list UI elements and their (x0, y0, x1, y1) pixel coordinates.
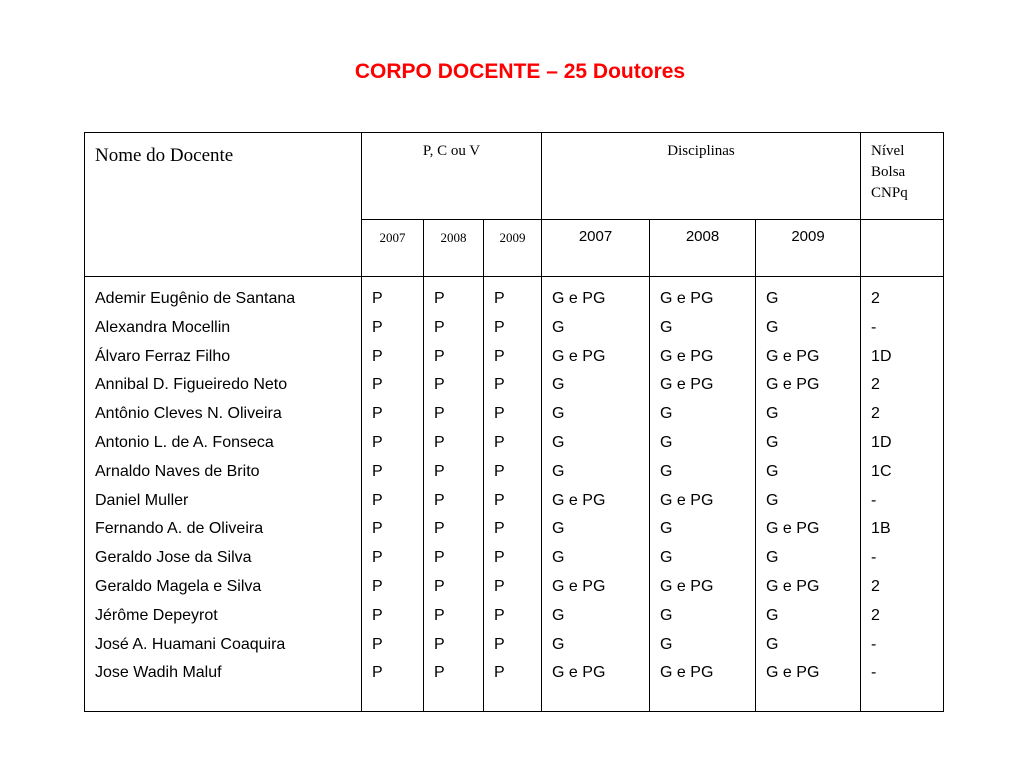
table-cell: Antonio L. de A. Fonseca (95, 433, 274, 451)
table-cell: - (871, 664, 877, 682)
table-cell: P (434, 318, 445, 336)
table-cell: G e PG (552, 577, 606, 595)
header-nivel-line: CNPq (871, 185, 908, 201)
table-cell: 1C (871, 462, 892, 480)
table-cell: P (434, 491, 445, 509)
table-cell: G (766, 549, 779, 567)
table-cell: P (434, 433, 445, 451)
table-cell: P (372, 635, 383, 653)
table-cell: Alexandra Mocellin (95, 318, 231, 336)
table-cell: P (372, 520, 383, 538)
table-cell: G e PG (552, 290, 606, 307)
col-nivel (861, 277, 944, 712)
table-cell: G (552, 405, 565, 423)
table-cell: P (494, 577, 505, 595)
table-cell: - (871, 549, 877, 567)
table-cell: P (434, 635, 445, 653)
table-cell: P (494, 376, 505, 394)
pcv-year-2007: 2007 (362, 220, 424, 277)
table-cell: P (434, 520, 445, 538)
table-cell: G (660, 606, 673, 624)
table-cell: 2 (871, 606, 880, 624)
table-cell: Jose Wadih Maluf (95, 664, 222, 682)
col-disc-2009 (756, 277, 861, 712)
table-cell: P (372, 606, 383, 624)
table-cell: P (372, 376, 383, 394)
table-cell: G (552, 433, 565, 451)
table-cell: 1B (871, 520, 891, 538)
table-cell: 2 (871, 376, 880, 394)
pcv-year-2008: 2008 (424, 220, 484, 277)
table-cell: - (871, 635, 877, 653)
table-cell: P (434, 376, 445, 394)
table-cell: G (766, 318, 779, 336)
col-pcv-2008 (424, 277, 484, 712)
table-cell: G e PG (552, 347, 606, 365)
table-cell: G e PG (660, 491, 714, 509)
table-cell: G (660, 318, 673, 336)
table-cell: P (494, 318, 505, 336)
table-cell: P (434, 664, 445, 682)
table-cell: G (766, 405, 779, 423)
table-cell: 1D (871, 433, 892, 451)
table-cell: P (434, 549, 445, 567)
table-cell: - (871, 491, 877, 509)
table-cell: Álvaro Ferraz Filho (95, 347, 231, 365)
col-name (85, 277, 362, 712)
table-cell: P (372, 290, 383, 307)
table-cell: G (660, 405, 673, 423)
table-cell: G e PG (660, 347, 714, 365)
table-cell: P (434, 290, 445, 307)
col-disc-2008 (650, 277, 756, 712)
table-cell: G (552, 635, 565, 653)
table-cell: 2 (871, 577, 880, 595)
col-pcv-2009 (484, 277, 542, 712)
header-nivel-line: Bolsa (871, 164, 906, 180)
table-cell: G e PG (552, 664, 606, 682)
table-cell: Geraldo Magela e Silva (95, 577, 262, 595)
table-cell: P (434, 405, 445, 423)
table-cell: P (494, 520, 505, 538)
table-cell: Jérôme Depeyrot (95, 606, 218, 624)
table-cell: Annibal D. Figueiredo Neto (95, 376, 288, 394)
table-cell: G (660, 549, 673, 567)
nivel-year-empty (861, 220, 944, 277)
table-cell: Daniel Muller (95, 491, 189, 509)
table-cell: P (434, 606, 445, 624)
table-cell: P (372, 433, 383, 451)
disc-year-2009: 2009 (756, 220, 861, 277)
table-cell: Fernando A. de Oliveira (95, 520, 264, 538)
table-cell: G (660, 635, 673, 653)
header-disciplinas: Disciplinas (542, 133, 861, 220)
table-cell: P (434, 347, 445, 365)
table-cell: G e PG (660, 376, 714, 394)
table-cell: G (766, 433, 779, 451)
table-cell: G (660, 462, 673, 480)
table-cell: G (552, 520, 565, 538)
table-cell: P (372, 664, 383, 682)
table-cell: G e PG (766, 664, 820, 682)
table-cell: G (552, 318, 565, 336)
table-cell: José A. Huamani Coaquira (95, 635, 286, 653)
table-cell: G (766, 635, 779, 653)
header-name: Nome do Docente (85, 133, 362, 277)
disc-year-2007: 2007 (542, 220, 650, 277)
header-nivel (861, 133, 944, 220)
table-cell: G e PG (660, 290, 714, 307)
table-cell: Ademir Eugênio de Santana (95, 290, 296, 307)
table-cell: G e PG (766, 520, 820, 538)
page-title: CORPO DOCENTE – 25 Doutores (354, 60, 686, 83)
table-cell: G e PG (552, 491, 606, 509)
table-cell: G (660, 520, 673, 538)
faculty-table (84, 132, 944, 712)
table-cell: G (766, 606, 779, 624)
table-cell: P (372, 491, 383, 509)
table-cell: 1D (871, 347, 892, 365)
header-pcv: P, C ou V (362, 133, 542, 220)
table-cell: P (494, 433, 505, 451)
table-cell: P (494, 664, 505, 682)
table-cell: P (372, 347, 383, 365)
table-cell: P (372, 405, 383, 423)
table-cell: G (552, 549, 565, 567)
table-cell: G (660, 433, 673, 451)
table-cell: G e PG (766, 577, 820, 595)
table-cell: G (766, 491, 779, 509)
table-cell: Arnaldo Naves de Brito (95, 462, 260, 480)
table-cell: G (766, 290, 779, 307)
table-cell: 2 (871, 290, 880, 307)
table-cell: G e PG (766, 347, 820, 365)
table-cell: P (372, 318, 383, 336)
table-cell: P (494, 290, 505, 307)
table-cell: P (372, 577, 383, 595)
table-cell: P (434, 462, 445, 480)
table-cell: G (766, 462, 779, 480)
table-cell: G e PG (660, 664, 714, 682)
table-cell: P (372, 549, 383, 567)
table-cell: G (552, 376, 565, 394)
disc-year-2008: 2008 (650, 220, 756, 277)
table-cell: P (494, 549, 505, 567)
table-cell: Geraldo Jose da Silva (95, 549, 252, 567)
table-cell: P (494, 606, 505, 624)
table-cell: G (552, 462, 565, 480)
pcv-year-2009: 2009 (484, 220, 542, 277)
table-cell: G (552, 606, 565, 624)
table-cell: P (494, 405, 505, 423)
table-cell: P (494, 347, 505, 365)
table-cell: P (494, 462, 505, 480)
table-cell: - (871, 318, 877, 336)
table-cell: Antônio Cleves N. Oliveira (95, 405, 282, 423)
table-cell: P (494, 491, 505, 509)
col-disc-2007 (542, 277, 650, 712)
header-nivel-line: Nível (871, 143, 905, 159)
table-cell: P (494, 635, 505, 653)
table-cell: G e PG (660, 577, 714, 595)
table-cell: 2 (871, 405, 880, 423)
table-cell: G e PG (766, 376, 820, 394)
col-pcv-2007 (362, 277, 424, 712)
table-cell: P (434, 577, 445, 595)
table-cell: P (372, 462, 383, 480)
